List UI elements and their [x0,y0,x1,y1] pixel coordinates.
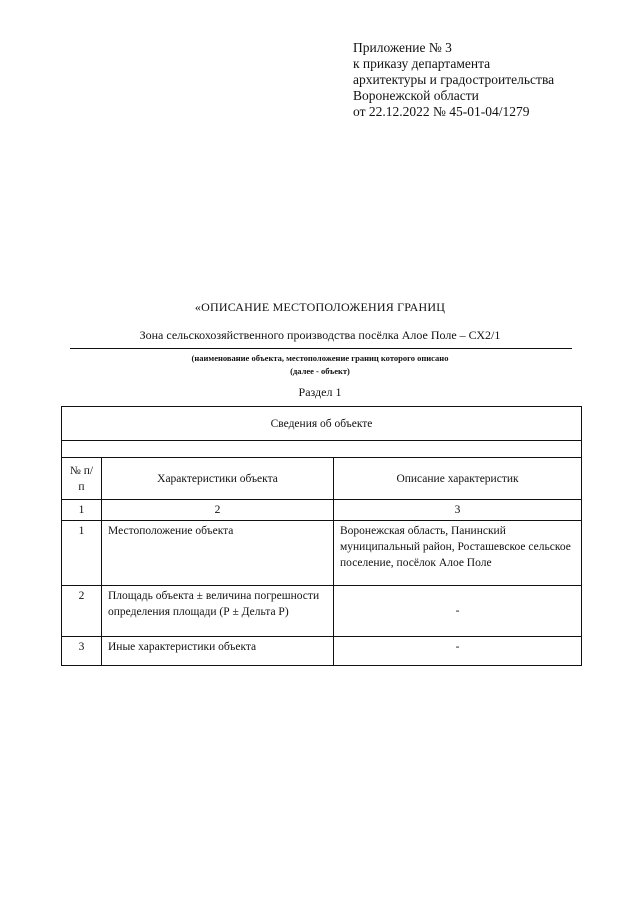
header-characteristic: Характеристики объекта [102,458,334,500]
object-name: Зона сельскохозяйственного производства посёлка Алое Поле – СХ2/1 [139,328,501,342]
object-info-table [61,406,582,666]
index-cell: 1 [62,500,102,521]
index-cell: 3 [334,500,582,521]
annex-header [353,40,554,120]
row-characteristic: Площадь объекта ± величина погрешности определения площади (Р ± Дельта Р) [102,586,334,637]
annex-line: от 22.12.2022 № 45-01-04/1279 [353,104,530,119]
table-row [62,637,582,666]
table-header-row [62,458,582,500]
row-characteristic: Местоположение объекта [102,521,334,586]
table-caption-row [62,407,582,441]
table-row [62,521,582,586]
object-name-note [0,352,640,378]
annex-line: Воронежской области [353,88,479,103]
header-num: № п/п [62,458,102,500]
index-cell: 2 [102,500,334,521]
table-row [62,586,582,637]
annex-line: к приказу департамента [353,56,491,71]
row-num: 3 [62,637,102,666]
row-num: 2 [62,586,102,637]
note-line: (далее - объект) [290,366,350,376]
document-title: «ОПИСАНИЕ МЕСТОПОЛОЖЕНИЯ ГРАНИЦ [194,300,446,314]
table-index-row [62,500,582,521]
annex-line: Приложение № 3 [353,40,452,55]
note-line: (наименование объекта, местоположение границ которого описано [191,353,449,363]
row-characteristic: Иные характеристики объекта [102,637,334,666]
row-num: 1 [62,521,102,586]
blank-cell [62,441,582,458]
annex-line: архитектуры и градостроительства [353,72,555,87]
section-heading: Раздел 1 [298,385,342,399]
row-description: Воронежская область, Панинский муниципальный район, Росташевское сельское поселение, посёлок Алое Поле [334,521,582,586]
row-description: - [334,586,582,637]
underline-divider [70,348,572,349]
table-caption: Сведения об объекте [62,407,582,441]
row-description: - [334,637,582,666]
header-description: Описание характеристик [334,458,582,500]
table-blank-row [62,441,582,458]
